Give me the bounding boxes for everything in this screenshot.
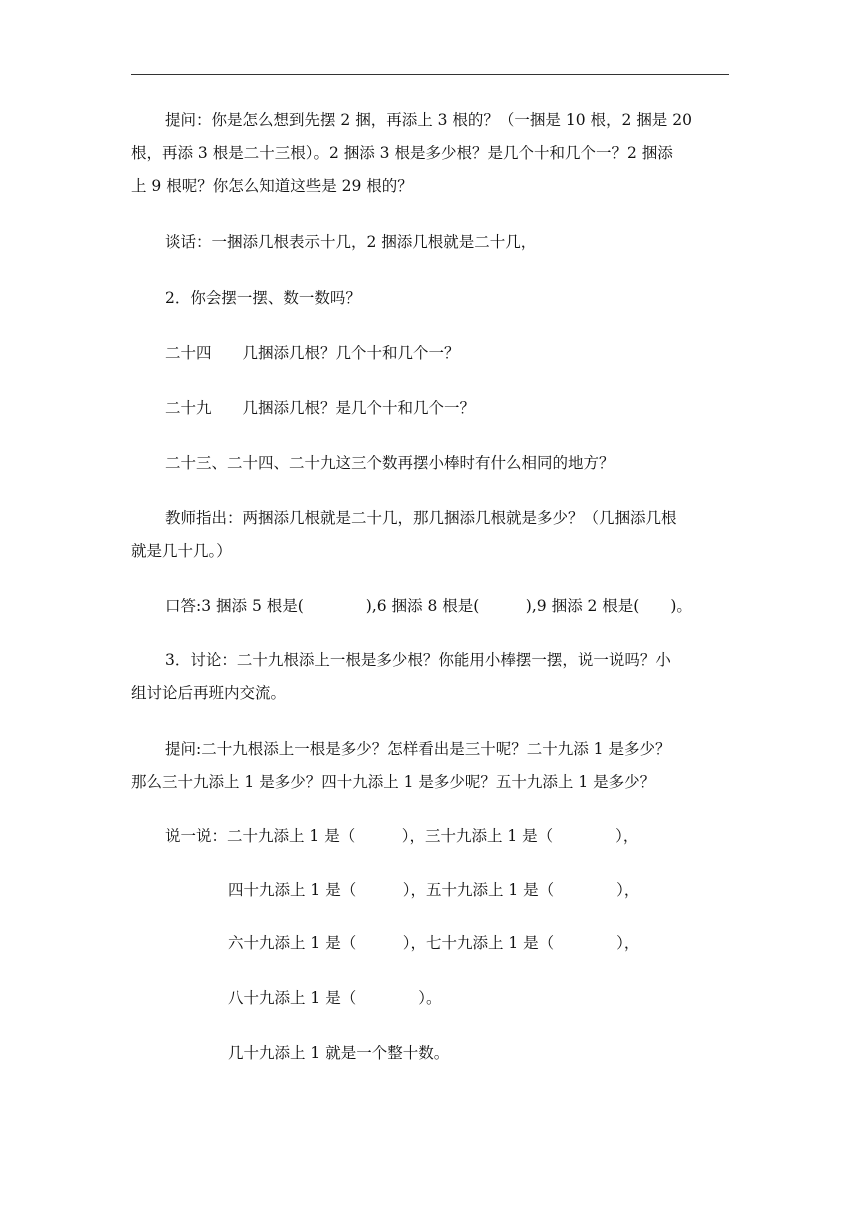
header-rule [131, 74, 729, 75]
section-3-line-2: 组讨论后再班内交流。 [131, 684, 287, 702]
oral-answer: 口答:3 捆添 5 根是( ),6 捆添 8 根是( ),9 捆添 2 根是( )。 [165, 597, 692, 615]
question-24: 二十四 几捆添几根？几个十和几个一？ [165, 344, 460, 362]
teacher-note-line-1: 教师指出：两捆添几根就是二十几，那几捆添几根就是多少？（几捆添几根 [165, 509, 677, 527]
teacher-note-line-2: 就是几十几。） [131, 542, 232, 560]
say-line-4: 八十九添上 1 是（ ）。 [228, 989, 442, 1007]
paragraph-question-line-3: 上 9 根呢？你怎么知道这些是 29 根的？ [131, 177, 413, 195]
section-3-line-1: 3．讨论：二十九根添上一根是多少根？你能用小棒摆一摆，说一说吗？小 [165, 651, 671, 669]
question-29: 二十九 几捆添几根？是几个十和几个一？ [165, 399, 476, 417]
question-line-2: 那么三十九添上 1 是多少？四十九添上 1 是多少呢？五十九添上 1 是多少？ [131, 773, 656, 791]
paragraph-question-line-1: 提问：你是怎么想到先摆 2 捆，再添上 3 根的？（一捆是 10 根，2 捆是 20 [165, 111, 692, 129]
say-line-2: 四十九添上 1 是（ ），五十九添上 1 是（ ）， [228, 881, 640, 899]
say-line-3: 六十九添上 1 是（ ），七十九添上 1 是（ ）， [228, 934, 640, 952]
say-line-1: 说一说：二十九添上 1 是（ ），三十九添上 1 是（ ）， [165, 827, 639, 845]
conclusion: 几十九添上 1 就是一个整十数。 [228, 1044, 450, 1062]
question-common: 二十三、二十四、二十九这三个数再摆小棒时有什么相同的地方？ [165, 454, 615, 472]
paragraph-talk: 谈话：一捆添几根表示十几，2 捆添几根就是二十几， [165, 233, 537, 251]
section-2-heading: 2．你会摆一摆、数一数吗？ [165, 289, 361, 307]
paragraph-question-line-2: 根，再添 3 根是二十三根）。2 捆添 3 根是多少根？是几个十和几个一？2 捆添 [131, 144, 673, 162]
question-line-1: 提问:二十九根添上一根是多少？怎样看出是三十呢？二十九添 1 是多少？ [165, 740, 671, 758]
